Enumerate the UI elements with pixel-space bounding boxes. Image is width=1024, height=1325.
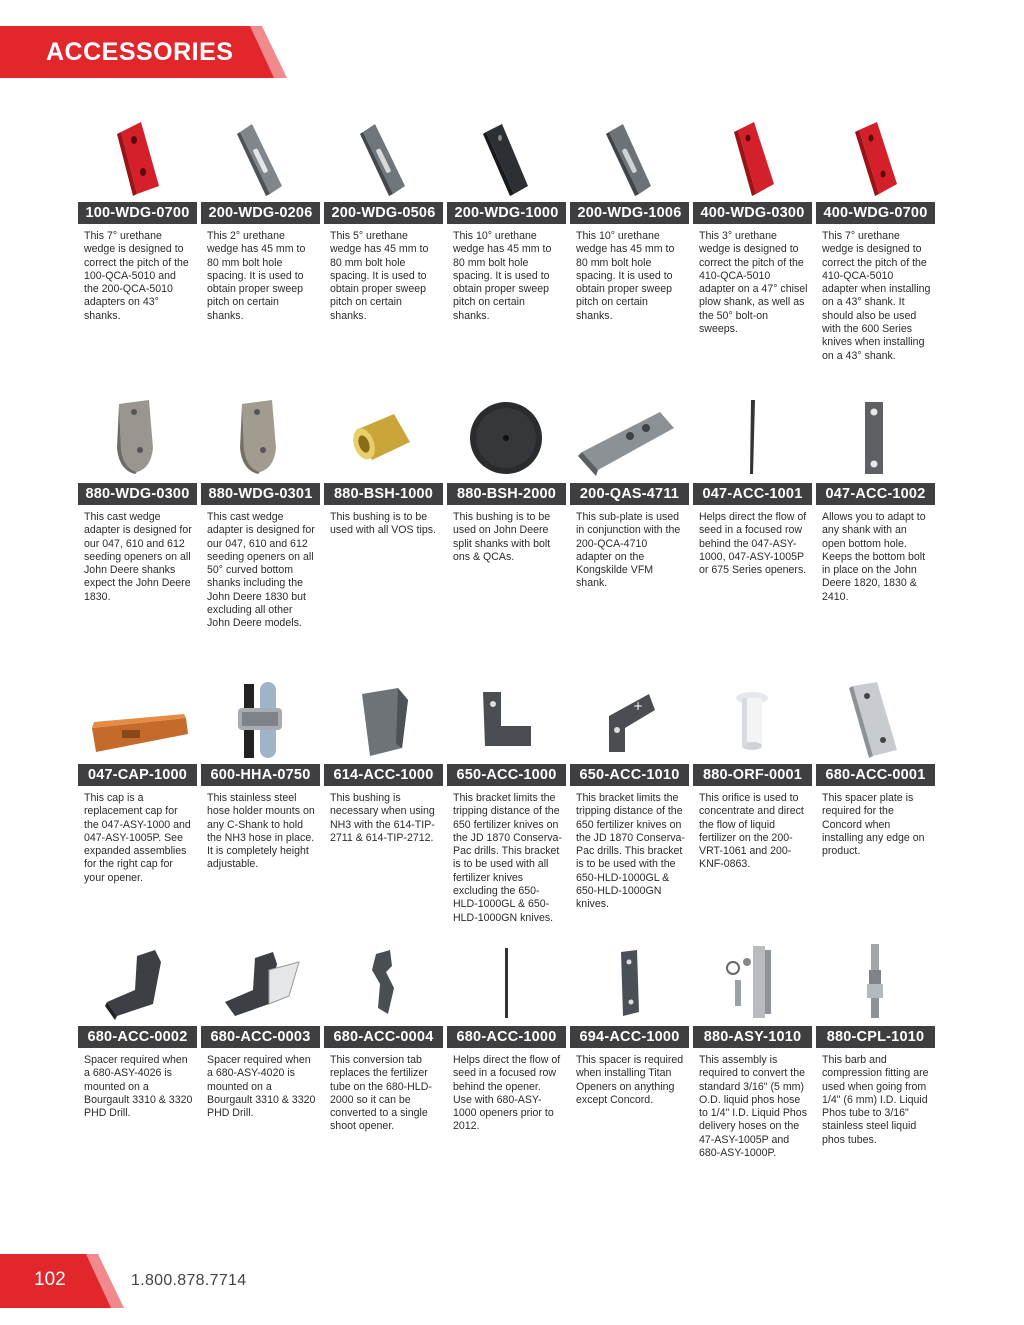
product-code: 047-ACC-1002 — [816, 483, 935, 505]
rubber-disc-icon — [447, 398, 565, 478]
nh3-bushing-icon — [324, 684, 442, 760]
product-code: 880-CPL-1010 — [816, 1026, 935, 1048]
product-code: 880-WDG-0301 — [201, 483, 320, 505]
barb-fitting-icon — [816, 942, 934, 1022]
sub-plate-icon — [570, 398, 688, 478]
cast-wedge-icon — [201, 398, 319, 478]
spacer-icon — [570, 946, 688, 1020]
product-code: 680-ACC-0004 — [324, 1026, 443, 1048]
product-description: This 5° urethane wedge has 45 mm to 80 mm bolt hole spacing. It is used to obtain proper sweep pitch on certain shanks. — [330, 230, 429, 322]
spacer-plate-icon — [816, 398, 934, 478]
hose-holder-icon — [201, 680, 319, 760]
fitting-assembly-icon — [693, 942, 811, 1022]
product-description: This 10° urethane wedge has 45 mm to 80 mm bolt hole spacing. It is used to obtain proper sweep pitch on certain shanks. — [576, 230, 675, 322]
product-code: 047-ACC-1001 — [693, 483, 812, 505]
phone-number: 1.800.878.7714 — [131, 1272, 247, 1289]
product-labels — [78, 1026, 934, 1048]
product-descriptions — [78, 1053, 934, 1160]
product-code: 680-ACC-0003 — [201, 1026, 320, 1048]
spacer-plate-icon — [816, 680, 934, 760]
product-code: 400-WDG-0700 — [816, 202, 935, 224]
page-number: 102 — [34, 1269, 66, 1290]
black-wedge-icon — [447, 118, 565, 198]
product-description: Spacer required when a 680-ASY-4020 is mounted on a Bourgault 3310 & 3320 PHD Drill. — [207, 1054, 316, 1120]
opener-cap-icon — [78, 690, 196, 760]
product-description: This orifice is used to concentrate and direct the flow of liquid fertilizer on the 200-VRT-1061 and 200-KNF-0863. — [699, 792, 804, 871]
product-description: This bracket limits the tripping distance of the 650 fertilizer knives on the JD 1870 Conserva-Pac drills. This bracket is to be used with the 650-HLD-1000GL & 650-HLD-1000GN knives. — [576, 792, 685, 911]
product-description: This 7° urethane wedge is designed to correct the pitch of the 100-QCA-5010 and the 200-QCA-5010 adapters on 43° shanks. — [84, 230, 189, 322]
spacer-icon — [78, 946, 196, 1022]
seed-tube-icon — [447, 946, 565, 1020]
product-descriptions — [78, 510, 934, 631]
product-code: 200-WDG-1000 — [447, 202, 566, 224]
bracket-icon — [570, 686, 688, 756]
product-code: 047-CAP-1000 — [78, 764, 197, 786]
product-description: This 7° urethane wedge is designed to correct the pitch of the 410-QCA-5010 adapter when installing on a 43° shank. It should also be used with the 600 Series knives when installing on a 43° shank. — [822, 230, 931, 362]
product-description: Allows you to adapt to any shank with an open bottom hole. Keeps the bottom bolt in place on the John Deere 1820, 1830 & 2410. — [822, 511, 926, 603]
product-code: 880-ASY-1010 — [693, 1026, 812, 1048]
product-description: This barb and compression fitting are used when going from 1/4" (6 mm) I.D. Liquid Phos tube to 3/16" stainless steel liquid phos tubes. — [822, 1054, 929, 1146]
product-description: Spacer required when a 680-ASY-4026 is mounted on a Bourgault 3310 & 3320 PHD Drill. — [84, 1054, 193, 1120]
product-code: 200-WDG-1006 — [570, 202, 689, 224]
product-code: 100-WDG-0700 — [78, 202, 197, 224]
product-description: This bracket limits the tripping distance of the 650 fertilizer knives on the JD 1870 Conserva-Pac drills. This bracket is to be used with all fertilizer knives excluding the 650-HLD-1000GL & 650-HLD-1000GN knives. — [453, 792, 562, 924]
product-description: This cast wedge adapter is designed for our 047, 610 and 612 seeding openers on all John Deere shanks expect the John Deere 1830. — [84, 511, 192, 603]
product-code: 880-BSH-1000 — [324, 483, 443, 505]
seed-tube-icon — [693, 398, 811, 478]
spacer-icon — [201, 946, 319, 1022]
brass-bushing-icon — [324, 408, 442, 468]
product-code: 880-ORF-0001 — [693, 764, 812, 786]
product-labels — [78, 202, 934, 224]
product-description: This cast wedge adapter is designed for our 047, 610 and 612 seeding openers on all 50° curved bottom shanks including the John Deere 1830 but excluding all other John Deere models. — [207, 511, 315, 630]
product-descriptions — [78, 229, 934, 363]
product-labels — [78, 483, 934, 505]
product-description: This sub-plate is used in conjunction with the 200-QCA-4710 adapter on the Kongskilde VFM shank. — [576, 511, 681, 590]
product-code: 650-ACC-1000 — [447, 764, 566, 786]
product-code: 680-ACC-0001 — [816, 764, 935, 786]
product-descriptions — [78, 791, 934, 925]
page-title: ACCESSORIES — [46, 38, 234, 66]
product-code: 200-WDG-0506 — [324, 202, 443, 224]
svg-text:+: + — [633, 699, 644, 713]
product-code: 400-WDG-0300 — [693, 202, 812, 224]
red-wedge-icon — [693, 118, 811, 198]
product-description: Helps direct the flow of seed in a focused row behind the 047-ASY-1000, 047-ASY-1005P or 675 Series openers. — [699, 511, 807, 577]
product-code: 614-ACC-1000 — [324, 764, 443, 786]
product-description: This 2° urethane wedge has 45 mm to 80 mm bolt hole spacing. It is used to obtain proper sweep pitch on certain shanks. — [207, 230, 306, 322]
product-labels — [78, 764, 934, 786]
product-code: 694-ACC-1000 — [570, 1026, 689, 1048]
bracket-icon — [447, 686, 565, 756]
red-wedge-icon — [78, 118, 196, 198]
product-description: This conversion tab replaces the fertilizer tube on the 680-HLD-2000 so it can be converted to a single shoot opener. — [330, 1054, 432, 1133]
product-code: 600-HHA-0750 — [201, 764, 320, 786]
product-description: Helps direct the flow of seed in a focused row behind the opener. Use with 680-ASY-1000 openers prior to 2012. — [453, 1054, 561, 1133]
product-description: This cap is a replacement cap for the 047-ASY-1000 and 047-ASY-1005P. See expanded assemblies for the right cap for your opener. — [84, 792, 191, 884]
red-wedge-icon — [816, 118, 934, 198]
product-description: This bushing is necessary when using NH3 with the 614-TIP-2711 & 614-TIP-2712. — [330, 792, 435, 844]
product-code: 200-WDG-0206 — [201, 202, 320, 224]
conversion-tab-icon — [324, 948, 442, 1020]
product-description: This 3° urethane wedge is designed to correct the pitch of the 410-QCA-5010 adapter on a 47° chisel plow shank, as well as the 50° bolt-on sweeps. — [699, 230, 808, 336]
product-description: This bushing is to be used with all VOS tips. — [330, 511, 436, 537]
product-description: This stainless steel hose holder mounts on any C-Shank to hold the NH3 hose in place. It is completely height adjustable. — [207, 792, 315, 871]
steel-wedge-icon — [570, 118, 688, 198]
product-code: 680-ACC-0002 — [78, 1026, 197, 1048]
orifice-icon — [693, 686, 811, 756]
product-description: This bushing is to be used on John Deere split shanks with bolt ons & QCAs. — [453, 511, 551, 563]
product-code: 880-WDG-0300 — [78, 483, 197, 505]
product-description: This assembly is required to convert the standard 3/16" (5 mm) O.D. liquid phos hose to 1/4" I.D. Liquid Phos delivery hoses on the 47-ASY-1005P and 680-ASY-1000P. — [699, 1054, 807, 1160]
product-description: This spacer is required when installing Titan Openers on anything except Concord. — [576, 1054, 684, 1106]
product-code: 680-ACC-1000 — [447, 1026, 566, 1048]
product-code: 880-BSH-2000 — [447, 483, 566, 505]
product-code: 200-QAS-4711 — [570, 483, 689, 505]
steel-wedge-icon — [201, 118, 319, 198]
section-banner — [0, 26, 287, 78]
product-code: 650-ACC-1010 — [570, 764, 689, 786]
cast-wedge-icon — [78, 398, 196, 478]
product-description: This 10° urethane wedge has 45 mm to 80 mm bolt hole spacing. It is used to obtain proper sweep pitch on certain shanks. — [453, 230, 552, 322]
product-description: This spacer plate is required for the Concord when installing any edge on product. — [822, 792, 925, 858]
steel-wedge-icon — [324, 118, 442, 198]
